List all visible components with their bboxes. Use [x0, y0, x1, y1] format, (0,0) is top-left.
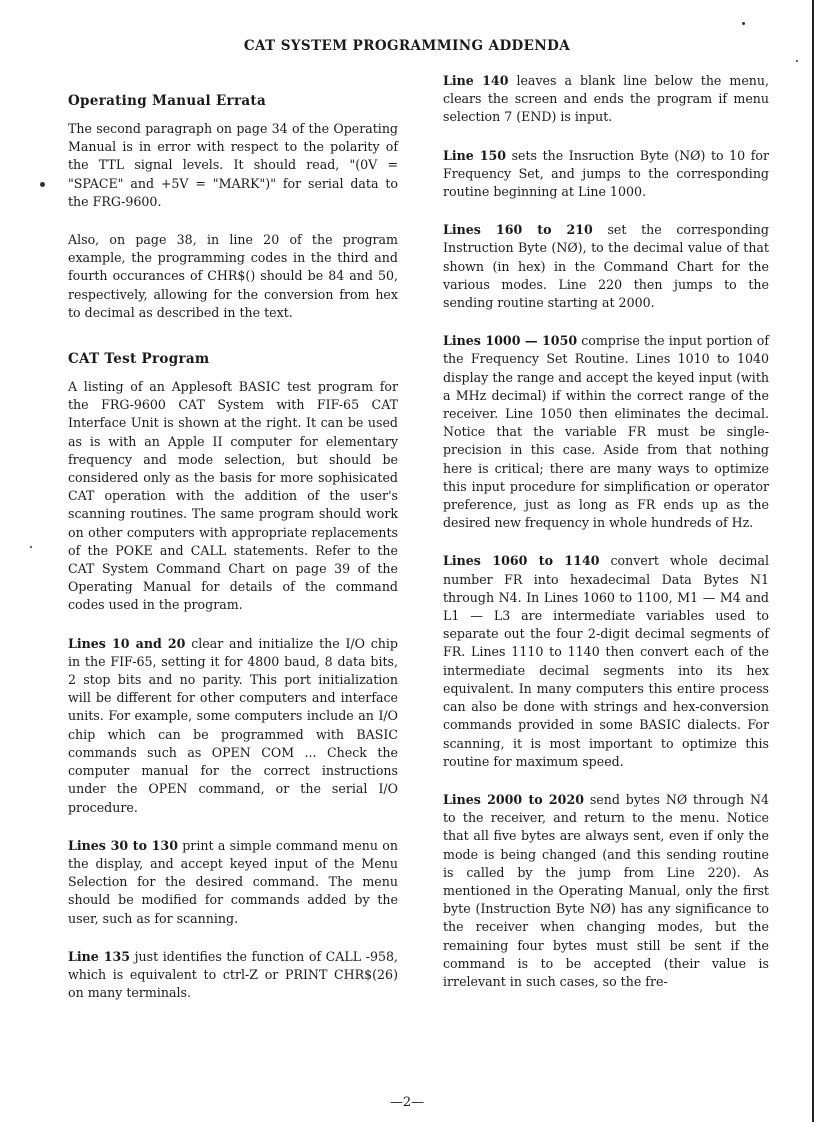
lines-1000-1050-label: Lines 1000 — 1050 — [443, 333, 578, 349]
page-number: —2— — [389, 1095, 425, 1110]
line-150-text: sets the Insruction Byte (NØ) to 10 for Frequency Set, and jumps to the corresponding routine beginning at Line 1000. — [443, 147, 769, 200]
scan-speck — [40, 182, 45, 187]
left-column — [68, 72, 398, 1002]
errata-heading: Operating Manual Errata — [68, 93, 267, 109]
lines-160-210-text: set the corresponding Instruction Byte (NØ), to the decimal value of that shown (in hex) in the Command Chart for the various modes. Line 220 then jumps to the sending routine starting at 2000. — [443, 222, 769, 311]
lines-2000-2020-paragraph — [443, 791, 769, 991]
lines-1060-1140-paragraph — [443, 552, 769, 770]
lines-1060-1140-label: Lines 1060 to 1140 — [443, 553, 600, 569]
line-150-paragraph — [443, 147, 769, 202]
scan-speck — [742, 22, 745, 25]
scan-speck — [796, 60, 798, 62]
page-title: CAT SYSTEM PROGRAMMING ADDENDA — [243, 38, 571, 54]
line-140-text: leaves a blank line below the menu, clears the screen and ends the program if menu selection 7 (END) is input. — [443, 73, 769, 125]
lines-1060-1140-text: convert whole decimal number FR into hexadecimal Data Bytes N1 through N4. In Lines 1060 to 1100, M1 — M4 and L1 — L3 are intermediate variables used to separate out the four 2-digit decimal segments of FR. Lines 1110 to 1140 then convert each of the intermediate decimal segments into its hex equivalent. In many computers this entire process can also be done with strings and hex-conversion commands provided in some BASIC dialects. For scanning, it is most important to optimize this routine for maximum speed. — [443, 553, 769, 769]
lines-10-20-paragraph — [68, 635, 398, 817]
lines-10-20-label: Lines 10 and 20 — [68, 635, 186, 651]
test-program-paragraph: A listing of an Applesoft BASIC test program for the FRG-9600 CAT System with FIF-65 CAT Interface Unit is shown at the right. It can be used as is with an Apple II computer for elementary frequency and mode selection, but should be considered only as the basis for more sophisicated CAT operation with the addition of the user's scanning routines. The same program should work on other computers with appropriate replacements of the POKE and CALL statements. Refer to the CAT System Command Chart on page 39 of the Operating Manual for details of the command codes used in the program. — [68, 379, 398, 613]
line-135-paragraph — [68, 948, 398, 1003]
lines-1000-1050-text: comprise the input portion of the Frequency Set Routine. Lines 1010 to 1040 display the range and accept the keyed input (with a MHz decimal) if within the correct range of the receiver. Line 1050 then eliminates the decimal. Notice that the variable FR must be single-precision in this case. Aside from that nothing here is critical; there are many ways to optimize this input procedure for simplification or operator preference, just as long as FR ends up as the desired new frequency in whole hundreds of Hz. — [443, 333, 769, 531]
lines-160-210-label: Lines 160 to 210 — [443, 222, 593, 238]
lines-2000-2020-text: send bytes NØ through N4 to the receiver, and return to the menu. Notice that all five bytes are always sent, even if only the mode is being changed (and this sending routine is called by the jump from Line 220). As mentioned in the Operating Manual, only the first byte (Instruction Byte NØ) has any significance to the receiver when changing modes, but the remaining four bytes must still be sent if the command is to be accepted (their value is irrelevant in such cases, so the fre- — [443, 791, 769, 989]
line-140-paragraph — [443, 72, 769, 127]
lines-30-130-label: Lines 30 to 130 — [68, 837, 178, 853]
right-column — [443, 72, 769, 991]
test-program-heading: CAT Test Program — [68, 351, 210, 368]
lines-10-20-text: clear and initialize the I/O chip in the FIF-65, setting it for 4800 baud, 8 data bits, 2 stop bits and no parity. This port initialization will be different for other computers and interface units. For example, some computers include an I/O chip which can be programmed with BASIC commands such as OPEN COM ... Check the computer manual for the correct instructions under the OPEN command, or the serial I/O procedure. — [68, 635, 398, 815]
line-135-label: Line 135 — [68, 948, 131, 964]
lines-1000-1050-paragraph — [443, 332, 769, 532]
line-135-text: just identifies the function of CALL -958, which is equivalent to ctrl-Z or PRINT CHR$(26) on many terminals. — [68, 948, 398, 1001]
lines-30-130-paragraph — [68, 837, 398, 928]
line-140-label: Line 140 — [443, 73, 509, 88]
line-150-label: Line 150 — [443, 147, 507, 163]
lines-30-130-text: print a simple command menu on the display, and accept keyed input of the Menu Selection for the desired command. The menu should be modified for commands added by the user, such as for scanning. — [68, 837, 398, 926]
errata-paragraph-1: The second paragraph on page 34 of the Operating Manual is in error with respect to the polarity of the TTL signal levels. It should read, "(0V = "SPACE" and +5V = "MARK")" for serial data to the FRG-9600. — [68, 121, 398, 209]
errata-paragraph-2: Also, on page 38, in line 20 of the program example, the programming codes in the third and fourth occurances of CHR$() should be 84 and 50, respectively, allowing for the conversion from hex to decimal as described in the text. — [68, 232, 398, 320]
scan-speck — [30, 546, 32, 548]
lines-160-210-paragraph — [443, 221, 769, 312]
lines-2000-2020-label: Lines 2000 to 2020 — [443, 791, 584, 807]
